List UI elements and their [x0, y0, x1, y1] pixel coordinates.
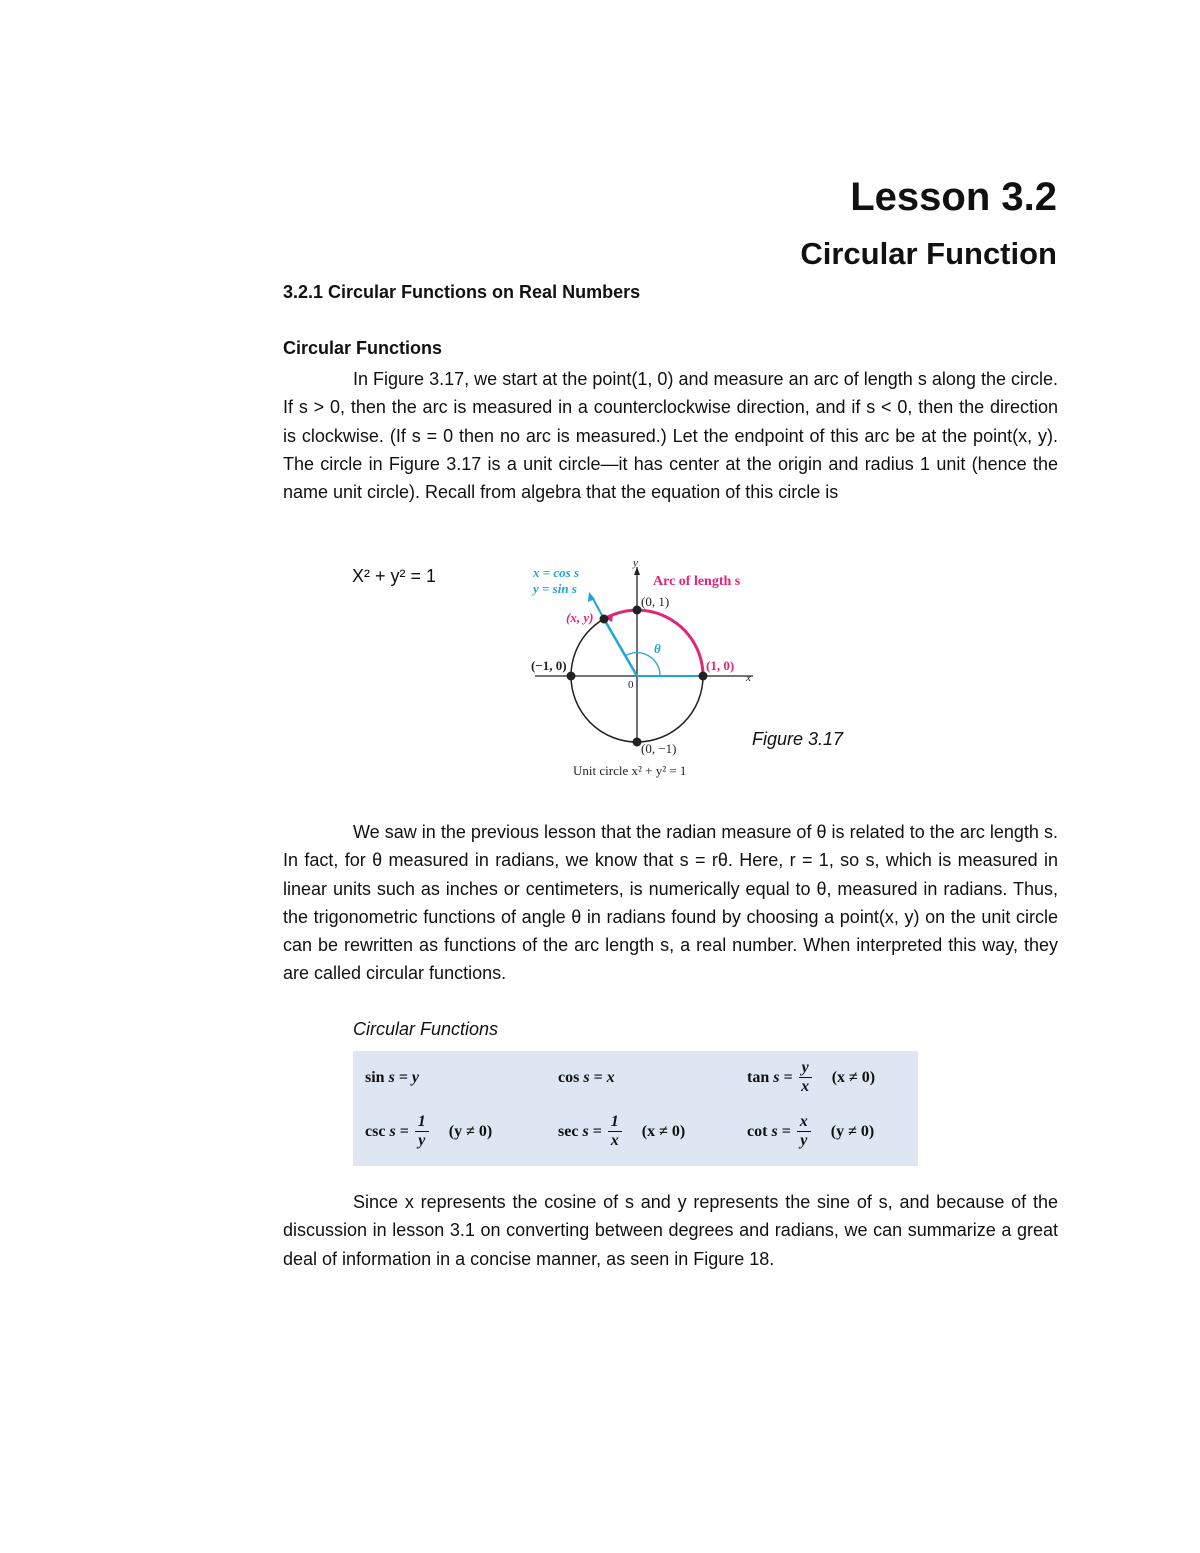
paragraph-intro-text: In Figure 3.17, we start at the point(1, 0) and measure an arc of length s along the circle. If s > 0, then the arc is measured in a counterclockwise direction, and if s < 0, then the direction is clockwise. (If s = 0 then no arc is measured.) Let the endpoint of this arc be at the point(x, y). The circle in Figure 3.17 is a unit circle—it has center at the origin and radius 1 unit (hence the name unit circle). Recall from algebra that the equation of this circle is: [283, 369, 1058, 503]
cot-condition: (y ≠ 0): [830, 1122, 875, 1140]
tan-condition: (x ≠ 0): [831, 1068, 876, 1086]
cot-fraction: [797, 1113, 811, 1150]
sec-num: 1: [608, 1113, 622, 1132]
paragraph-radian: [283, 818, 1058, 988]
paragraph-summary: [283, 1188, 1058, 1273]
sec-label: sec: [558, 1122, 579, 1140]
sec-condition: (x ≠ 0): [641, 1122, 686, 1140]
label-x-eq: x = cos s: [533, 565, 580, 580]
label-y-eq: y = sin s: [533, 581, 577, 596]
csc-label: csc: [365, 1122, 386, 1140]
circle-equation: X² + y² = 1: [352, 566, 437, 586]
cot-definition: [747, 1113, 874, 1150]
cot-label: cot: [747, 1122, 768, 1140]
label-left: (−1, 0): [531, 658, 567, 673]
label-unit-circle: Unit circle x² + y² = 1: [573, 763, 687, 778]
sin-eq: s = y: [388, 1069, 420, 1086]
paragraph-radian-text: We saw in the previous lesson that the radian measure of θ is related to the arc length s. In fact, for θ measured in radians, we know that s = rθ. Here, r = 1, so s, which is measured in linear units such as inches or centimeters, is numerically equal to θ, measured in radians. Thus, the trigonometric functions of angle θ in radians found by choosing a point(x, y) on the unit circle can be rewritten as functions of the arc length s, a real number. When interpreted this way, they are called circular functions.: [283, 822, 1058, 984]
cos-definition: [558, 1069, 615, 1087]
label-y-axis: y: [633, 557, 638, 569]
tan-den: x: [801, 1078, 810, 1095]
csc-condition: (y ≠ 0): [448, 1122, 493, 1140]
tan-eq: s =: [773, 1068, 793, 1086]
tan-definition: [747, 1059, 875, 1096]
cot-num: x: [797, 1113, 811, 1132]
cot-eq: s =: [771, 1122, 791, 1140]
label-xy: (x, y): [566, 610, 594, 625]
paragraph-intro: [283, 365, 1058, 506]
table-caption: Circular Functions: [353, 1019, 499, 1039]
section-heading: 3.2.1 Circular Functions on Real Numbers: [283, 282, 641, 302]
csc-definition: [365, 1113, 492, 1150]
csc-fraction: [415, 1113, 429, 1150]
circular-functions-table: [353, 1051, 918, 1166]
unit-circle-figure: [525, 555, 765, 785]
sin-label: sin: [365, 1069, 385, 1086]
sec-fraction: [608, 1113, 622, 1150]
label-theta: θ: [654, 641, 661, 656]
sec-definition: [558, 1113, 685, 1150]
label-right: (1, 0): [706, 658, 735, 673]
figure-caption: Figure 3.17: [752, 729, 844, 749]
label-top: (0, 1): [641, 594, 670, 609]
csc-num: 1: [415, 1113, 429, 1132]
point-left: [567, 672, 576, 681]
lesson-title: Lesson 3.2: [850, 175, 1057, 219]
label-bottom: (0, −1): [641, 741, 677, 756]
cot-den: y: [800, 1132, 808, 1149]
sin-definition: [365, 1069, 419, 1087]
label-x-axis: x: [746, 672, 751, 684]
sec-eq: s =: [582, 1122, 602, 1140]
lesson-subtitle: Circular Function: [800, 236, 1057, 271]
label-arc: Arc of length s: [653, 574, 741, 589]
sec-den: x: [610, 1132, 619, 1149]
point-xy: [600, 615, 609, 624]
tan-label: tan: [747, 1068, 770, 1086]
radius-line: [604, 619, 637, 676]
cos-eq: s = x: [583, 1069, 615, 1086]
paragraph-summary-text: Since x represents the cosine of s and y represents the sine of s, and because of the discussion in lesson 3.1 on converting between degrees and radians, we can summarize a great deal of information in a concise manner, as seen in Figure 18.: [283, 1192, 1058, 1269]
csc-eq: s =: [389, 1122, 409, 1140]
csc-den: y: [418, 1132, 426, 1149]
tan-fraction: [799, 1059, 812, 1096]
label-origin: 0: [628, 679, 634, 691]
cos-label: cos: [558, 1069, 580, 1086]
subsection-heading: Circular Functions: [283, 338, 443, 358]
tan-num: y: [799, 1059, 812, 1078]
